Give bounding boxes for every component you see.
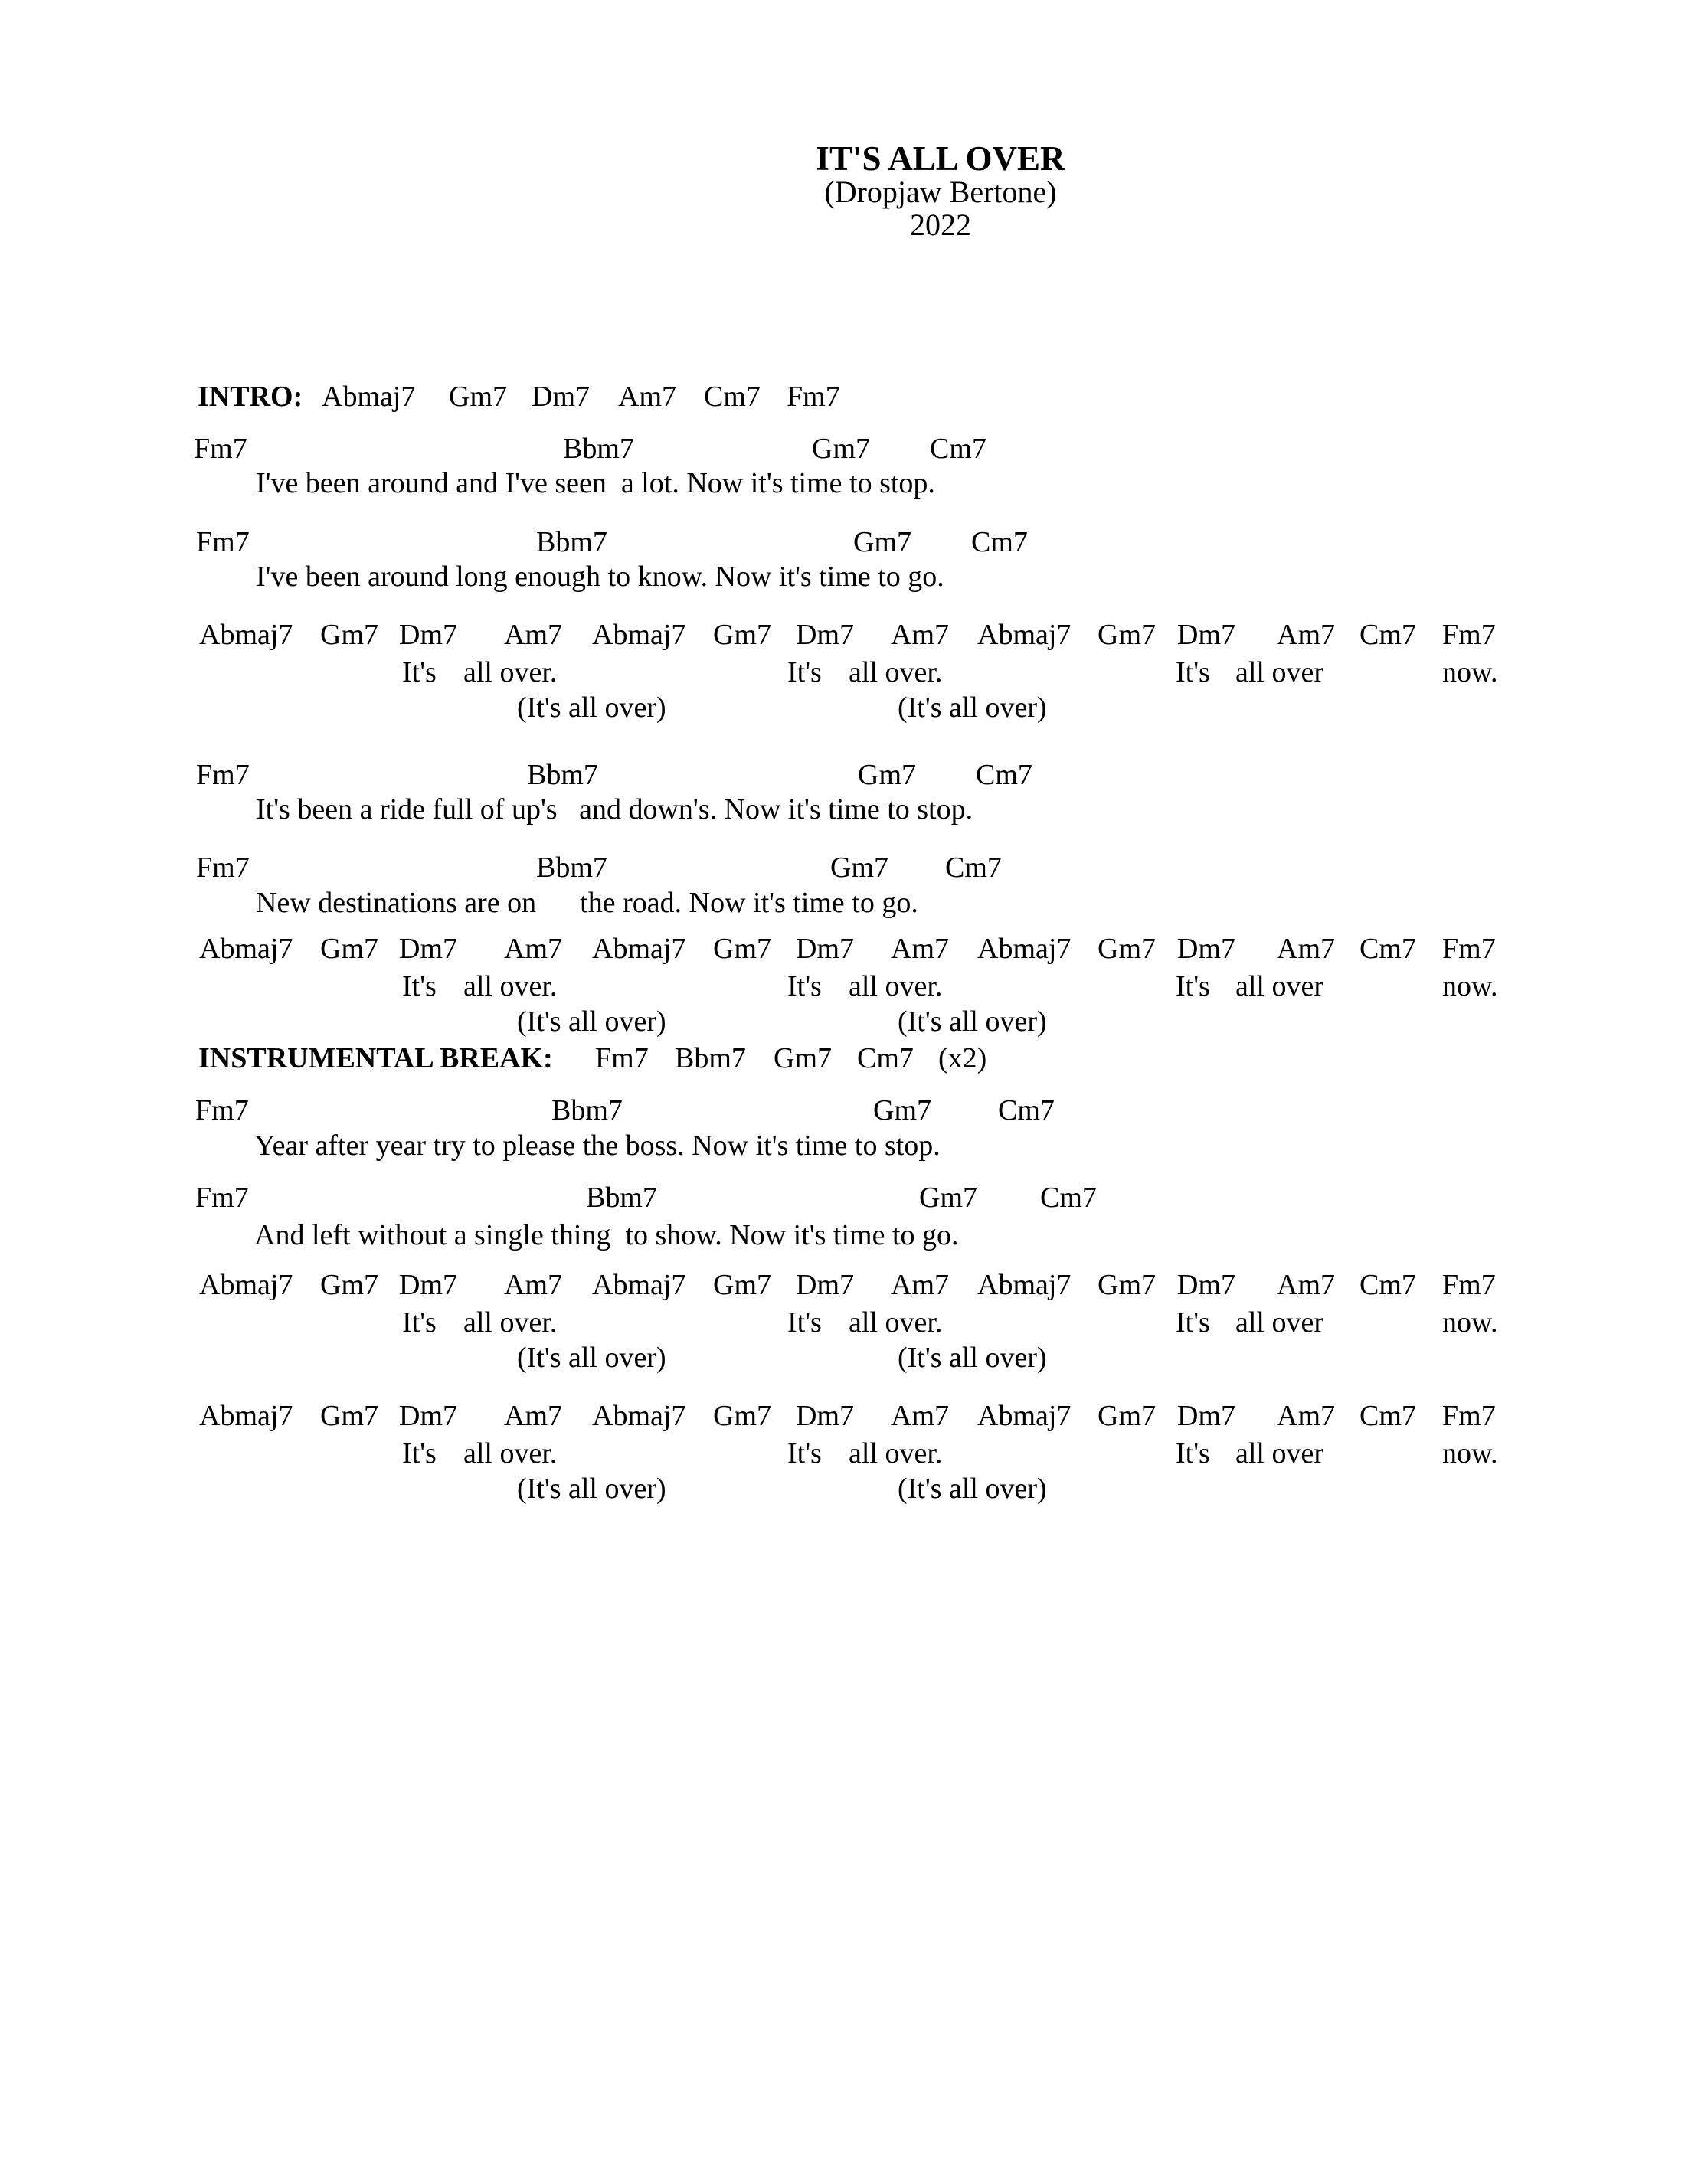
chord-token: Gm7 xyxy=(830,852,888,884)
chorus-4-response-line xyxy=(0,1474,1685,1512)
chord-token: Am7 xyxy=(1277,1269,1335,1301)
lyric-text: (It's all over) xyxy=(517,1005,666,1038)
chord-token: Dm7 xyxy=(796,1269,854,1301)
chorus-4-lyric-line xyxy=(0,1439,1685,1477)
chorus-3-response-line xyxy=(0,1343,1685,1381)
chord-token: Abmaj7 xyxy=(592,1400,686,1432)
chord-token: Bbm7 xyxy=(675,1042,746,1074)
chord-token: Abmaj7 xyxy=(199,933,293,965)
chord-token: Gm7 xyxy=(713,619,771,651)
lyric-text: all over. xyxy=(849,970,943,1002)
lyric-text: now. xyxy=(1442,656,1498,688)
chorus-1-lyric-line xyxy=(0,658,1685,696)
chord-token: Bbm7 xyxy=(563,433,634,465)
chord-token: Am7 xyxy=(504,1400,562,1432)
chord-token: Dm7 xyxy=(399,933,457,965)
lyric-text: I've been around and I've seen a lot. Now it's time to stop. xyxy=(256,467,935,499)
lyric-text: (It's all over) xyxy=(898,1342,1047,1374)
chord-token: Fm7 xyxy=(195,1094,249,1126)
lyric-text: all over xyxy=(1235,1437,1324,1470)
chord-token: Cm7 xyxy=(945,852,1002,884)
chord-token: Gm7 xyxy=(774,1042,832,1074)
chord-token: Gm7 xyxy=(1098,1400,1156,1432)
verse-4-chord-line xyxy=(0,853,1685,891)
chord-token: Abmaj7 xyxy=(199,619,293,651)
verse-5-chord-line xyxy=(0,1096,1685,1134)
chord-token: Am7 xyxy=(891,1400,949,1432)
chord-token: Dm7 xyxy=(796,619,854,651)
lyric-text: It's xyxy=(787,1306,822,1339)
chord-token: Abmaj7 xyxy=(199,1400,293,1432)
verse-1-lyric-line xyxy=(0,469,1685,507)
chord-token: Cm7 xyxy=(704,381,761,413)
lyric-text: now. xyxy=(1442,1306,1498,1339)
lyric-text: all over. xyxy=(463,970,558,1002)
lyric-text: all over. xyxy=(463,1306,558,1339)
lyric-text: (It's all over) xyxy=(517,1342,666,1374)
lyric-text: (It's all over) xyxy=(898,691,1047,724)
chord-token: Cm7 xyxy=(971,526,1028,558)
chord-token: Gm7 xyxy=(320,933,378,965)
section-label: INTRO: xyxy=(198,381,303,413)
lyric-text: It's been a ride full of up's and down's. Now it's time to stop. xyxy=(256,793,973,826)
chord-token: (x2) xyxy=(938,1042,987,1074)
verse-6-chord-line xyxy=(0,1183,1685,1221)
chord-token: Fm7 xyxy=(196,526,250,558)
chorus-3-lyric-line xyxy=(0,1308,1685,1346)
chord-token: Fm7 xyxy=(787,381,840,413)
chord-token: Cm7 xyxy=(976,759,1032,791)
chord-token: Abmaj7 xyxy=(977,933,1072,965)
verse-2-lyric-line xyxy=(0,562,1685,600)
chord-token: Fm7 xyxy=(1442,619,1496,651)
lyric-text: (It's all over) xyxy=(898,1005,1047,1038)
lyric-text: It's xyxy=(787,656,822,688)
chord-token: Fm7 xyxy=(196,852,250,884)
lyric-text: It's xyxy=(402,656,437,688)
lyric-text: all over xyxy=(1235,656,1324,688)
lyric-text: all over. xyxy=(849,656,943,688)
chord-token: Cm7 xyxy=(1359,1269,1416,1301)
chord-token: Gm7 xyxy=(713,1400,771,1432)
chord-token: Cm7 xyxy=(1359,1400,1416,1432)
chord-token: Bbm7 xyxy=(586,1182,657,1214)
lyric-text: (It's all over) xyxy=(517,1473,666,1505)
lyric-text: It's xyxy=(1176,970,1210,1002)
instrumental-break-line xyxy=(0,1044,1685,1082)
chord-token: Am7 xyxy=(504,1269,562,1301)
chord-token: Gm7 xyxy=(919,1182,977,1214)
lyric-text: It's xyxy=(1176,1306,1210,1339)
lyric-text: all over. xyxy=(463,656,558,688)
chord-token: Cm7 xyxy=(998,1094,1055,1126)
lyric-text: It's xyxy=(1176,656,1210,688)
lyric-text: And left without a single thing to show. Now it's time to go. xyxy=(254,1219,959,1251)
lyric-text: now. xyxy=(1442,1437,1498,1470)
chord-token: Fm7 xyxy=(195,1182,249,1214)
lyric-text: (It's all over) xyxy=(898,1473,1047,1505)
chord-token: Dm7 xyxy=(399,1269,457,1301)
chord-token: Dm7 xyxy=(1177,1400,1235,1432)
chord-token: Cm7 xyxy=(1359,933,1416,965)
chord-token: Am7 xyxy=(504,619,562,651)
lyric-text: I've been around long enough to know. Now it's time to go. xyxy=(256,561,944,593)
chord-token: Bbm7 xyxy=(536,852,607,884)
verse-3-lyric-line xyxy=(0,795,1685,833)
chord-token: Abmaj7 xyxy=(592,933,686,965)
chorus-2-lyric-line xyxy=(0,972,1685,1010)
chord-token: Dm7 xyxy=(399,619,457,651)
chord-token: Gm7 xyxy=(713,1269,771,1301)
chord-token: Bbm7 xyxy=(551,1094,623,1126)
chord-token: Gm7 xyxy=(873,1094,931,1126)
chord-token: Cm7 xyxy=(1040,1182,1097,1214)
lyric-text: (It's all over) xyxy=(517,691,666,724)
verse-6-lyric-line xyxy=(0,1221,1685,1259)
verse-4-lyric-line xyxy=(0,888,1685,927)
section-label: INSTRUMENTAL BREAK: xyxy=(198,1042,553,1074)
chord-token: Abmaj7 xyxy=(199,1269,293,1301)
chord-token: Fm7 xyxy=(1442,1269,1496,1301)
lyric-text: New destinations are on the road. Now it's time to go. xyxy=(256,887,918,919)
chord-token: Cm7 xyxy=(857,1042,914,1074)
chord-token: Am7 xyxy=(1277,933,1335,965)
chord-token: Gm7 xyxy=(449,381,507,413)
chorus-1-chord-line xyxy=(0,620,1685,659)
lyric-text: It's xyxy=(1176,1437,1210,1470)
chord-token: Gm7 xyxy=(853,526,911,558)
lyric-text: It's xyxy=(402,970,437,1002)
chord-token: Dm7 xyxy=(1177,619,1235,651)
chord-token: Gm7 xyxy=(812,433,870,465)
lyric-text: It's xyxy=(402,1437,437,1470)
lyric-text: all over xyxy=(1235,970,1324,1002)
chord-token: Fm7 xyxy=(1442,933,1496,965)
chord-token: Bbm7 xyxy=(536,526,607,558)
lyric-text: all over xyxy=(1235,1306,1324,1339)
chord-token: Am7 xyxy=(504,933,562,965)
chorus-4-chord-line xyxy=(0,1401,1685,1440)
chord-token: Abmaj7 xyxy=(322,381,416,413)
chord-token: Abmaj7 xyxy=(592,1269,686,1301)
lyric-text: It's xyxy=(787,1437,822,1470)
chord-token: Fm7 xyxy=(194,433,247,465)
song-year: 2022 xyxy=(910,208,971,242)
chord-token: Gm7 xyxy=(1098,619,1156,651)
chord-token: Abmaj7 xyxy=(977,1400,1072,1432)
chord-token: Gm7 xyxy=(320,1269,378,1301)
chord-token: Gm7 xyxy=(320,619,378,651)
chord-token: Gm7 xyxy=(320,1400,378,1432)
chord-token: Abmaj7 xyxy=(977,619,1072,651)
chord-token: Dm7 xyxy=(532,381,590,413)
lyric-text: It's xyxy=(402,1306,437,1339)
chord-token: Dm7 xyxy=(796,1400,854,1432)
lyric-text: Year after year try to please the boss. Now it's time to stop. xyxy=(254,1130,941,1162)
lyric-text: now. xyxy=(1442,970,1498,1002)
chord-token: Am7 xyxy=(891,933,949,965)
chord-token: Dm7 xyxy=(1177,933,1235,965)
chorus-3-chord-line xyxy=(0,1270,1685,1309)
chord-token: Dm7 xyxy=(796,933,854,965)
lyric-text: It's xyxy=(787,970,822,1002)
chord-token: Dm7 xyxy=(399,1400,457,1432)
chord-token: Am7 xyxy=(891,619,949,651)
lyric-text: all over. xyxy=(849,1306,943,1339)
chord-token: Gm7 xyxy=(1098,1269,1156,1301)
chorus-1-response-line xyxy=(0,693,1685,731)
chord-token: Dm7 xyxy=(1177,1269,1235,1301)
lyric-text: all over. xyxy=(849,1437,943,1470)
chord-token: Cm7 xyxy=(1359,619,1416,651)
chord-token: Am7 xyxy=(1277,619,1335,651)
chorus-2-response-line xyxy=(0,1007,1685,1045)
chord-token: Fm7 xyxy=(1442,1400,1496,1432)
artist-credit: (Dropjaw Bertone) xyxy=(824,175,1057,209)
chord-token: Abmaj7 xyxy=(977,1269,1072,1301)
chord-token: Gm7 xyxy=(858,759,916,791)
chord-token: Abmaj7 xyxy=(592,619,686,651)
chorus-2-chord-line xyxy=(0,934,1685,973)
chord-token: Fm7 xyxy=(196,759,250,791)
verse-5-lyric-line xyxy=(0,1131,1685,1169)
chord-token: Gm7 xyxy=(1098,933,1156,965)
song-title: IT'S ALL OVER xyxy=(816,139,1065,178)
chord-token: Cm7 xyxy=(930,433,986,465)
intro-line xyxy=(0,382,1685,420)
lyric-text: all over. xyxy=(463,1437,558,1470)
chord-token: Fm7 xyxy=(595,1042,649,1074)
chord-token: Gm7 xyxy=(713,933,771,965)
chord-token: Am7 xyxy=(891,1269,949,1301)
chord-token: Am7 xyxy=(618,381,676,413)
chord-token: Bbm7 xyxy=(527,759,598,791)
chord-token: Am7 xyxy=(1277,1400,1335,1432)
